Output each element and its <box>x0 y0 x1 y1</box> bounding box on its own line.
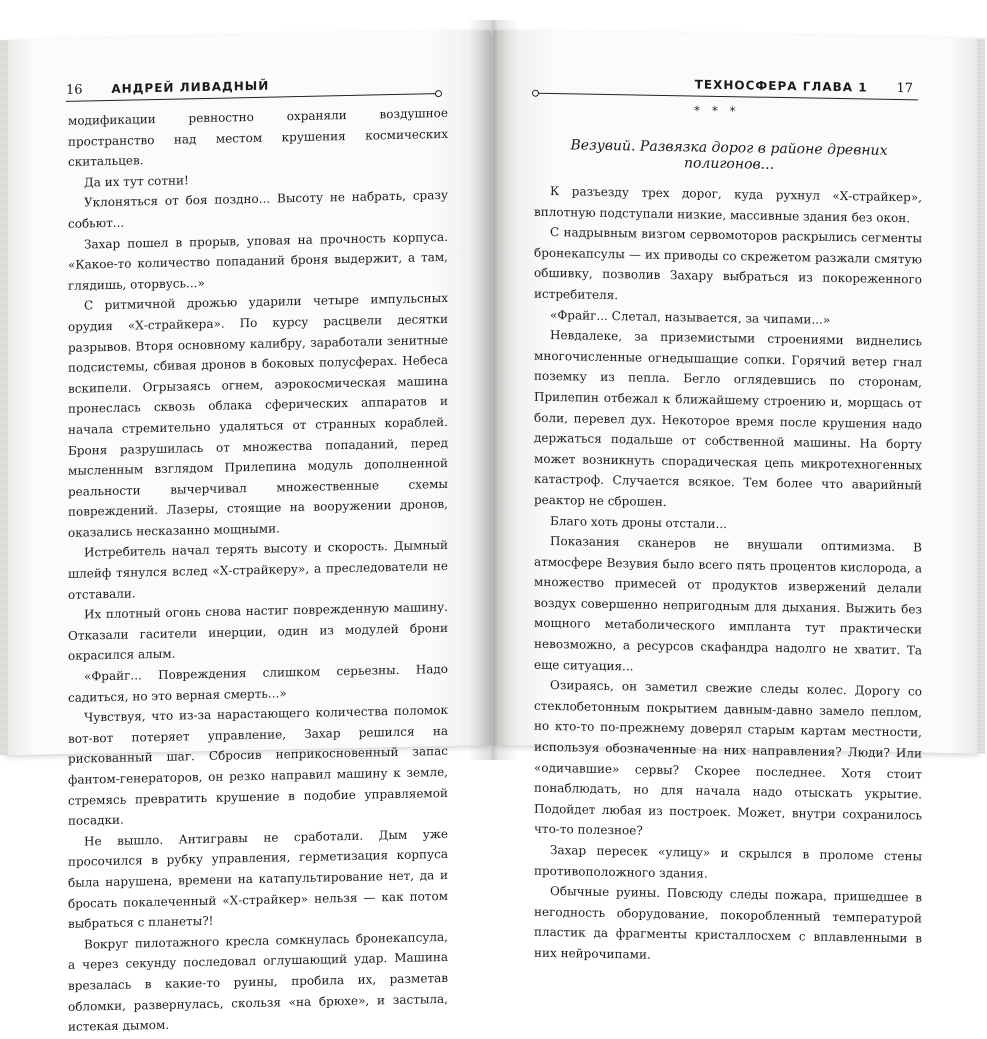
scene-subtitle: Везувий. Развязка дорог в районе древних полигонов... <box>570 137 888 173</box>
left-page-text <box>68 103 448 1038</box>
left-page-edge <box>0 40 8 755</box>
paragraph: Их плотный огонь снова настиг поврежденную машину. Отказали гасители инерции, один из модулей брони окрасился алым. <box>68 600 448 664</box>
paragraph: Показания сканеров не внушали оптимизма. В атмосфере Везувия было всего пять процентов кислорода, а множество примесей от продуктов извержений делали воздух совершенно непригодным для дыхания. Выжить без мощного метаболического импланта тут практически невозможно, а ресурсов скафандра надолго не хватит. Та еще ситуация... <box>534 534 922 674</box>
paragraph: Чувствуя, что из-за нарастающего количества поломок вот-вот потеряет управление, Захар решился на рискованный шаг. Сбросив неприкосновенный запас фантом-генераторов, он резко направил машину к земле, стремясь превратить крушение в подобие управляемой посадки. <box>68 703 448 829</box>
paragraph: Невдалеке, за приземистыми строениями виднелись многочисленные огнедышащие сопки. Горячий ветер гнал поземку из пепла. Бегло оглядевшись по сторонам, Прилепин отбежал к ближайшему строению и, морщась от боли, перевел дух. Некоторое время после крушения надо держаться подальше от собственной машины. На борту может возникнуть спорадическая цепь микротехногенных катастроф. Случается всякое. Тем более что аварийный реактор не сброшен. <box>534 328 922 509</box>
paragraph: Истребитель начал терять высоту и скорость. Дымный шлейф тянулся вслед «Х-страйкеру», а преследователи не отставали. <box>68 538 448 602</box>
page-number-left: 16 <box>66 82 83 98</box>
paragraph: Вокруг пилотажного кресла сомкнулась бронекапсула, а через секунду последовал оглушающий удар. Машина врезалась в какие-то руины, пробила их, разметав обломки, развернулась, скользя «на брюхе», и застыла, истекая дымом. <box>68 929 448 1034</box>
paragraph: Захар пересек «улицу» и скрылся в проломе стены противоположного здания. <box>534 842 922 881</box>
paragraph: «Фрайг... Повреждения слишком серьезны. Надо садиться, но это верная смерть...» <box>68 661 448 705</box>
paragraph: С ритмичной дрожью ударили четыре импульсных орудия «Х-страйкера». По курсу расцвели десятки разрывов. Вторя основному калибру, заработали зенитные подсистемы, сбивая дронов в боковых полусферах. Небеса вскипели. Огрызаясь огнем, аэрокосмическая машина пронеслась сквозь облака сферических аппаратов и начала стремительно удаляться от странных кораблей. Броня разрушилась от множества попаданий, перед мысленным взглядом Прилепина модуль дополненной реальности вычерчивал множественные схемы повреждений. Лазеры, стоящие на вооружении дронов, оказались несказанно мощными. <box>68 291 448 540</box>
left-running-head <box>66 79 269 98</box>
right-page-edge <box>977 38 985 753</box>
paragraph: Да их тут сотни! <box>84 173 189 190</box>
paragraph: С надрывным визгом сервомоторов раскрылись сегменты бронекапсулы — их приводы со скрежетом разжали смятую обшивку, позволив Захару выбраться из покореженного истребителя. <box>534 225 922 303</box>
paragraph: К разъезду трех дорог, куда рухнул «Х-страйкер», вплотную подступали низкие, массивные здания без окон. <box>534 183 922 225</box>
paragraph: Благо хоть дроны отстали... <box>550 513 727 531</box>
right-running-head <box>695 78 913 97</box>
section-break-stars: * * * <box>694 103 740 119</box>
right-page <box>494 30 979 962</box>
author-name: АНДРЕЙ ЛИВАДНЫЙ <box>111 78 270 96</box>
paragraph: Обычные руины. Повсюду следы пожара, пришедшее в негодность оборудование, покоробленный температурой пластик да фрагменты кристаллосхем с вплавленными в них нейрочипами. <box>534 884 922 962</box>
paragraph: Захар пошел в прорыв, уповая на прочность корпуса. «Какое-то количество попаданий броня выдержит, а там, глядишь, оторвусь...» <box>68 229 448 293</box>
section-title: ТЕХНОСФЕРА ГЛАВА 1 <box>694 77 868 95</box>
paragraph: «Фрайг... Слетал, называется, за чипами...» <box>550 307 831 327</box>
rule-ornament <box>435 90 442 97</box>
left-page <box>6 30 491 1034</box>
paragraph: Уклоняться от боя поздно... Высоту не набрать, сразу собьют... <box>68 188 448 231</box>
paragraph: Озираясь, он заметил свежие следы колес. Дорогу со стеклобетонным покрытием давным-давно замело пеплом, но кто-то по-прежнему доверял старым картам местности, используя обозначенные на них направления? Люди? Или «одичавшие» сервы? Скорее последнее. Хотя стоит понаблюдать, но для начала надо отыскать укрытие. Подойдет любая из построек. Может, внутри сохранилось что-то полезное? <box>534 678 922 839</box>
right-page-text <box>534 181 922 970</box>
page-number-right: 17 <box>896 81 913 97</box>
paragraph: модификации ревностно охраняли воздушное пространство над местом крушения космических скитальцев. <box>68 105 448 170</box>
paragraph: Не вышло. Антигравы не сработали. Дым уже просочился в рубку управления, герметизация корпуса была нарушена, времени на катапультирование нет, да и бросать покалеченный «Х-страйкер» нельзя — как потом выбраться с планеты?! <box>68 826 448 932</box>
rule-ornament <box>532 90 539 97</box>
